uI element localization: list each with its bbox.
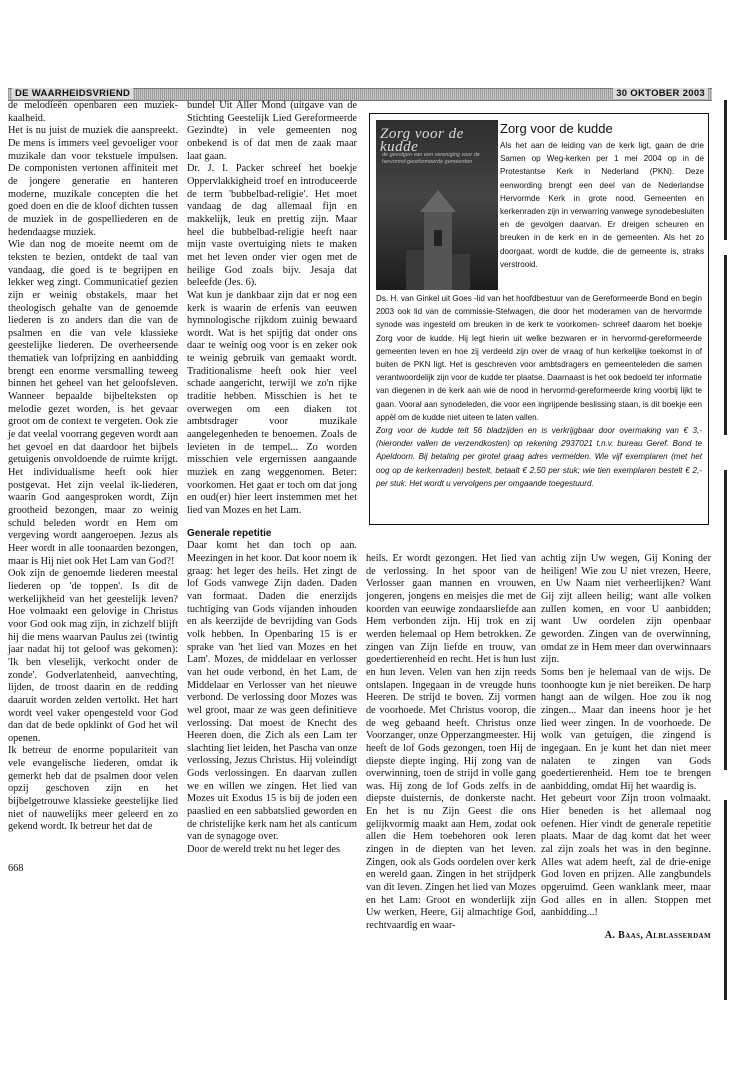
publication-name: DE WAARHEIDSVRIEND: [12, 88, 133, 99]
paragraph: Ook zijn de genoemde liederen meestal liederen op 'de toppen'. Is dit de werkelijkheid van het geestelijk leven? Hoe volmaakt een gelovige in Christus voor God ook mag zijn, in zichzelf blijft hij die mens waarvan Paulus zei (twintig jaar nadat hij tot geloof was gekomen): 'Ik ben vleselijk, verkocht onder de zonde'. Godverlatenheid, aanvechting, lijden, de troost daarin en de redding daaruit worden zelden vertolkt. Het hart wordt veel vaker opengesteld voor God dan dat de bede opklinkt of God het wil openen.: [8, 568, 178, 744]
church-illustration: [406, 190, 470, 290]
paragraph: achtig zijn Uw wegen, Gij Koning der heiligen! Wie zou U niet vrezen, Heere, en Uw Naam niet verheerlijken? Want Gij zijt alleen heilig; want alle volken zullen komen, en voor U aanbidden; want Uw oordelen zijn openbaar geworden. Zingen van de overwinning, omdat ze in Hem meer dan overwinnaars zijn.: [541, 553, 711, 666]
paragraph: Als het aan de leiding van de kerk ligt, gaan de drie Samen op Weg-kerken per 1 mei 2004 op in de Protestantse Kerk in Nederland (PKN). Deze eenwording brengt een deel van de Nederlandse Hervormde Kerk in grote nood. Gemeenten en kerkenraden zijn in verwarring vanwege synodebesluiten en de gevolgen daarvan. Er dreigen scheuren en breuken in de kerk en in de gemeenten. Als het zo doorgaat, wordt de kudde, die de gemeente is, straks verstrooid.: [500, 141, 704, 269]
paragraph: Het is nu juist de muziek die aanspreekt. De mens is immers veel gevoeliger voor muzikale dan voor tekstuele impulsen. De componisten vertonen affiniteit met de jongere generatie en hanteren moderne, muzikale concepten die het goed doen en die de kloof dichten tussen de muziek in de gospelliederen en de hedendaagse muziek.: [8, 125, 178, 238]
paragraph: Wie dan nog de moeite neemt om de teksten te bezien, ontdekt de taal van vandaag, die goed is te begrijpen en lekker weg zingt. Communicatief gezien zijn er weinig obstakels, maar het theologisch gehalte van de genoemde liederen is zo anders dan die van de psalmen en die van vele klassieke geestelijke liederen. De overheersende thematiek van lofprijzing en aanbidding brengt een enorme versmalling teweeg binnen het geheel van het geloofsleven. Wanneer bepaalde bijbelteksten op melodie gezet worden, is het gevaar groot om de context te vergeten. Ook zie je dat veelal voorrang gegeven wordt aan het gevoel en dat daardoor het bijbels getuigenis onvoldoende de ruimte krijgt. Het individualisme heeft ook hier postgevat. Het zijn veelal ik-liederen, waarin God aangesproken wordt, Zijn grootheid bezongen, maar zo weinig schuld beleden wordt en Hem om vergeving wordt aangeroepen. Jezus als Heer wordt in alle toonaarden bezongen, maar is Hij niet ook Het Lam van God?!: [8, 239, 178, 567]
feature-title: Zorg voor de kudde: [500, 121, 613, 136]
paragraph: Zorg voor de kudde telt 56 bladzijden en is verkrijgbaar door overmaking van € 3,- (hieronder vallen de verzendkosten) op rekening 2937021 t.n.v. bureau Geref. Bond te Apeldoorn. Bij betaling per girotel graag adres vermelden. Wie vijf exemplaren (met het oog op de kerkenraden) bestelt, betaalt € 2,50 per stuk; wie tien exemplaren bestelt € 2,- per stuk. Het wordt u vervolgens per omgaande toegestuurd.: [376, 426, 702, 488]
book-announcement-box: [369, 113, 709, 525]
author-signature: A. Baas, Alblasserdam: [604, 930, 711, 942]
column-1: [8, 100, 178, 834]
book-cover-image: [376, 120, 498, 290]
paragraph: de melodieën openbaren een muziek-kaalheid.: [8, 100, 178, 124]
paragraph: Ds. H. van Ginkel uit Goes -lid van het hoofdbestuur van de Gereformeerde Bond en begin 2003 ook lid van de commissie-Stelwagen, die door het moderamen van de hervormde synode was ingesteld om breuken in de kerk te voorkomen- schreef daarom het boekje Zorg voor de kudde. Hij legt hierin uit welke bezwaren er in hervormd-gereformeerde gemeenten leven en hoe zij verdeeld zijn over de vraag of hun kerkelijke toekomst in of buiten de PKN ligt. Het is geschreven voor ambtsdragers en gemeenteleden die samen verantwoordelijk zijn voor de kudde ter plaatse. Daarnaast is het ook bedoeld ter informatie van diegenen in de kerk aan wie de nood in hervormd-gereformeerde kring voorbij lijkt te gaan. Vooral aan synodeleden, die voor een ingrijpende beslissing staan, is dit boekje een appèl om de kudde niet uiteen te laten vallen.: [376, 294, 702, 422]
book-cover-title: Zorg voor de kudde: [380, 126, 464, 156]
issue-date: 30 OKTOBER 2003: [613, 88, 708, 99]
edge-marker: [724, 470, 727, 770]
book-cover-subtitle: de gevolgen van een vereniging voor de hervormd-gereformeerde gemeenten: [382, 152, 480, 165]
paragraph: Het gebeurt voor Zijn troon volmaakt. Hier beneden is het allemaal nog oefenen. Hier vindt de generale repetitie plaats. Maar de dag komt dat het weer zal zijn zoals het was in den beginne. Alles wat adem heeft, zal de drie-enige God loven en prijzen. Alle zangbundels opgeruimd. Geen wanklank meer, maar God alles en in allen. Stoppen met aanbidding...!: [541, 793, 711, 919]
page-number: 668: [8, 863, 24, 874]
column-2: [187, 100, 357, 857]
paragraph: Door de wereld trekt nu het leger des: [187, 844, 340, 856]
paragraph: Daar komt het dan toch op aan. Meezingen in het koor. Dat koor noem ik graag: het leger des heils. Het zingt de lof Gods vanwege Zijn daden. Daden van formaat. Daden die enerzijds tuchtiging van Gods vijanden inhouden en als keerzijde de bevrijding van Gods volk hebben. In Openbaring 15 is er sprake van 'het lied van Mozes en het Lam'. Mozes, de middelaar en verlosser van het oude verbond, én het Lam, de Middelaar en Verlosser van het nieuwe verbond. De verlossing door Mozes was wel groot, maar ze was geen definitieve verlossing. Dat moest de Knecht des Heeren doen, die Zich als een Lam ter slachting liet leiden, het Pascha van onze verlossing, Jezus Christus. Hij voleindigt Gods verlossingen. En daarvan zullen we en willen we zingen. Het lied van Mozes uit Exodus 15 is bij de joden een paaslied en een sabbatslied geworden en de christelijke kerk nam het als canticum van de synagoge over.: [187, 540, 357, 843]
edge-marker: [724, 800, 727, 1000]
section-heading: Generale repetitie: [187, 527, 272, 539]
column-3: [366, 553, 536, 933]
feature-intro: [500, 139, 704, 271]
paragraph: Ik betreur de enorme populariteit van vele evangelische liederen, omdat ik gemerkt heb dat de psalmen door velen opzij geschoven zijn en het bijbelgetrouwe klassieke geestelijke lied niet of nauwelijks meer geleerd en zo gekend wordt. Ik betreur het dat de: [8, 745, 178, 833]
paragraph: bundel Uit Aller Mond (uitgave van de Stichting Geestelijk Lied Gereformeerde Gezindte) in vele gemeenten nog onbekend is of dat men de zaak maar laat gaan.: [187, 100, 357, 162]
feature-body: [376, 292, 702, 490]
paragraph: Wat kun je dankbaar zijn dat er nog een kerk is waarin de erfenis van eeuwen hymnologische rijkdom zuinig bewaard wordt. Wat is het spijtig dat onder ons daar te weinig oog voor is en zeker ook te weinig gebruik van gemaakt wordt. Traditionalisme heeft ook hier veel schade aangericht, terwijl we zo'n rijke traditie hebben. Misschien is het te overwegen om een diaken tot ambtsdrager voor muzikale aangelegenheden te benoemen. Zoals de levieten in de tempel... Zo worden misschien vele ergernissen aangaande muziek en zang weggenomen. Beter: voorkomen. Het gaat er toch om dat jong en oud(er) hier leert instemmen met het lied van Mozes en het Lam.: [187, 289, 357, 516]
paragraph: heils. Er wordt gezongen. Het lied van de verlossing. In het spoor van de Verlosser gaan mannen en vrouwen, jongeren, jongens en meisjes die met de koorden van eeuwige zondaarsliefde aan Hem verbonden zijn. Hij trok en zij werden helemaal op Hem betrokken. Ze zingen van Zijn liefde en trouw, van goedertierenheid en recht. Het is hun lust en hun leven. Velen van hen zijn reeds ontslapen. Ingegaan in de vreugde huns Heeren. De strijd te boven. Zij vormen de voorhoede. Met Christus voorop, die de weg gebaand heeft. Christus onze Voorzanger, onze Opperzangmeester. Hij heeft de lof Gods gezongen, toen Hij de diepste diepte inging. Hij zong van de overwinning, toen de strijd in volle gang was. Hij zong de lof Gods zelfs in de diepste duisternis, de donkerste nacht. En het is nu Zijn Geest die ons gelijkvormig maakt aan Hem, zodat ook allen die Hem toebehoren ook leren zingen in de diepten van het leven. Zingen, ook als Gods oordelen over kerk en wereld gaan. Zingen in het strijdperk van dit leven. Zingen het lied van Mozes en het Lam: Groot en wonderlijk zijn Uw werken, Heere, Gij almachtige God, rechtvaardig en waar-: [366, 553, 536, 932]
paragraph: Soms ben je helemaal van de wijs. De toonhoogte kun je niet bereiken. De harp hangt aan de wilgen. Hoe zou ik nog zingen... Maar dan ineens hoor je het lied weer zingen. In de voorhoede. De wolk van getuigen, die zingend is ingegaan. En je kunt het dan niet meer nalaten te zingen van Gods goedertierenheid. Hem toe te brengen aanbidding, omdat Hij het waardig is.: [541, 666, 711, 792]
edge-marker: [724, 255, 727, 435]
column-4: [541, 553, 711, 943]
paragraph: Dr. J. I. Packer schreef het boekje Oppervlakkigheid troef en introduceerde de term 'bubbelbad-religie'. Het moet vandaag de dag allemaal fijn en makkelijk, leuk en prettig zijn. Maar heel die bubbelbad-religie heeft naar mijn vaste overtuiging niets te maken met het leven onder vier ogen met de heilige God zoals bijv. Jesaja dat beleefde (Jes. 6).: [187, 163, 357, 289]
edge-marker: [724, 100, 727, 240]
